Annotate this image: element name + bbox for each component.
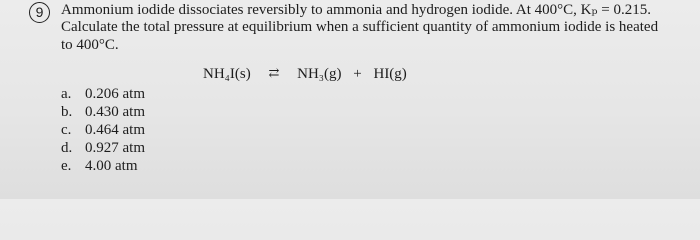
- plus-sign: +: [353, 66, 362, 82]
- question-text-line-3: to 400°C.: [61, 37, 119, 53]
- product-hydrogen-iodide: HI(g): [373, 66, 407, 82]
- option-label: a.: [61, 86, 72, 102]
- option-text: 4.00 atm: [85, 158, 138, 174]
- option-label: b.: [61, 104, 73, 120]
- option-text: 0.927 atm: [85, 140, 145, 156]
- option-text: 0.430 atm: [85, 104, 145, 120]
- option-label: c.: [61, 122, 72, 138]
- option-label: d.: [61, 140, 73, 156]
- answer-option-a[interactable]: [61, 86, 145, 103]
- option-text: 0.206 atm: [85, 86, 145, 102]
- answer-option-d[interactable]: [61, 140, 145, 157]
- equilibrium-arrow-icon: ⇄: [268, 65, 280, 80]
- question-text-line-2: Calculate the total pressure at equilibrium when a sufficient quantity of ammonium iodide is heated: [61, 19, 659, 35]
- answer-option-e[interactable]: [61, 158, 138, 175]
- option-text: 0.464 atm: [85, 122, 145, 138]
- question-text-line-1: Ammonium iodide dissociates reversibly to ammonia and hydrogen iodide. At 400°C, Kₚ = 0.215.: [61, 2, 651, 18]
- product-ammonia: NH₃(g): [297, 66, 342, 82]
- answer-option-c[interactable]: [61, 122, 145, 139]
- option-label: e.: [61, 158, 72, 174]
- question-number: 9: [29, 2, 50, 23]
- reactant: NH₄I(s): [203, 66, 251, 82]
- answer-option-b[interactable]: [61, 104, 145, 121]
- reaction-equation: [203, 65, 407, 83]
